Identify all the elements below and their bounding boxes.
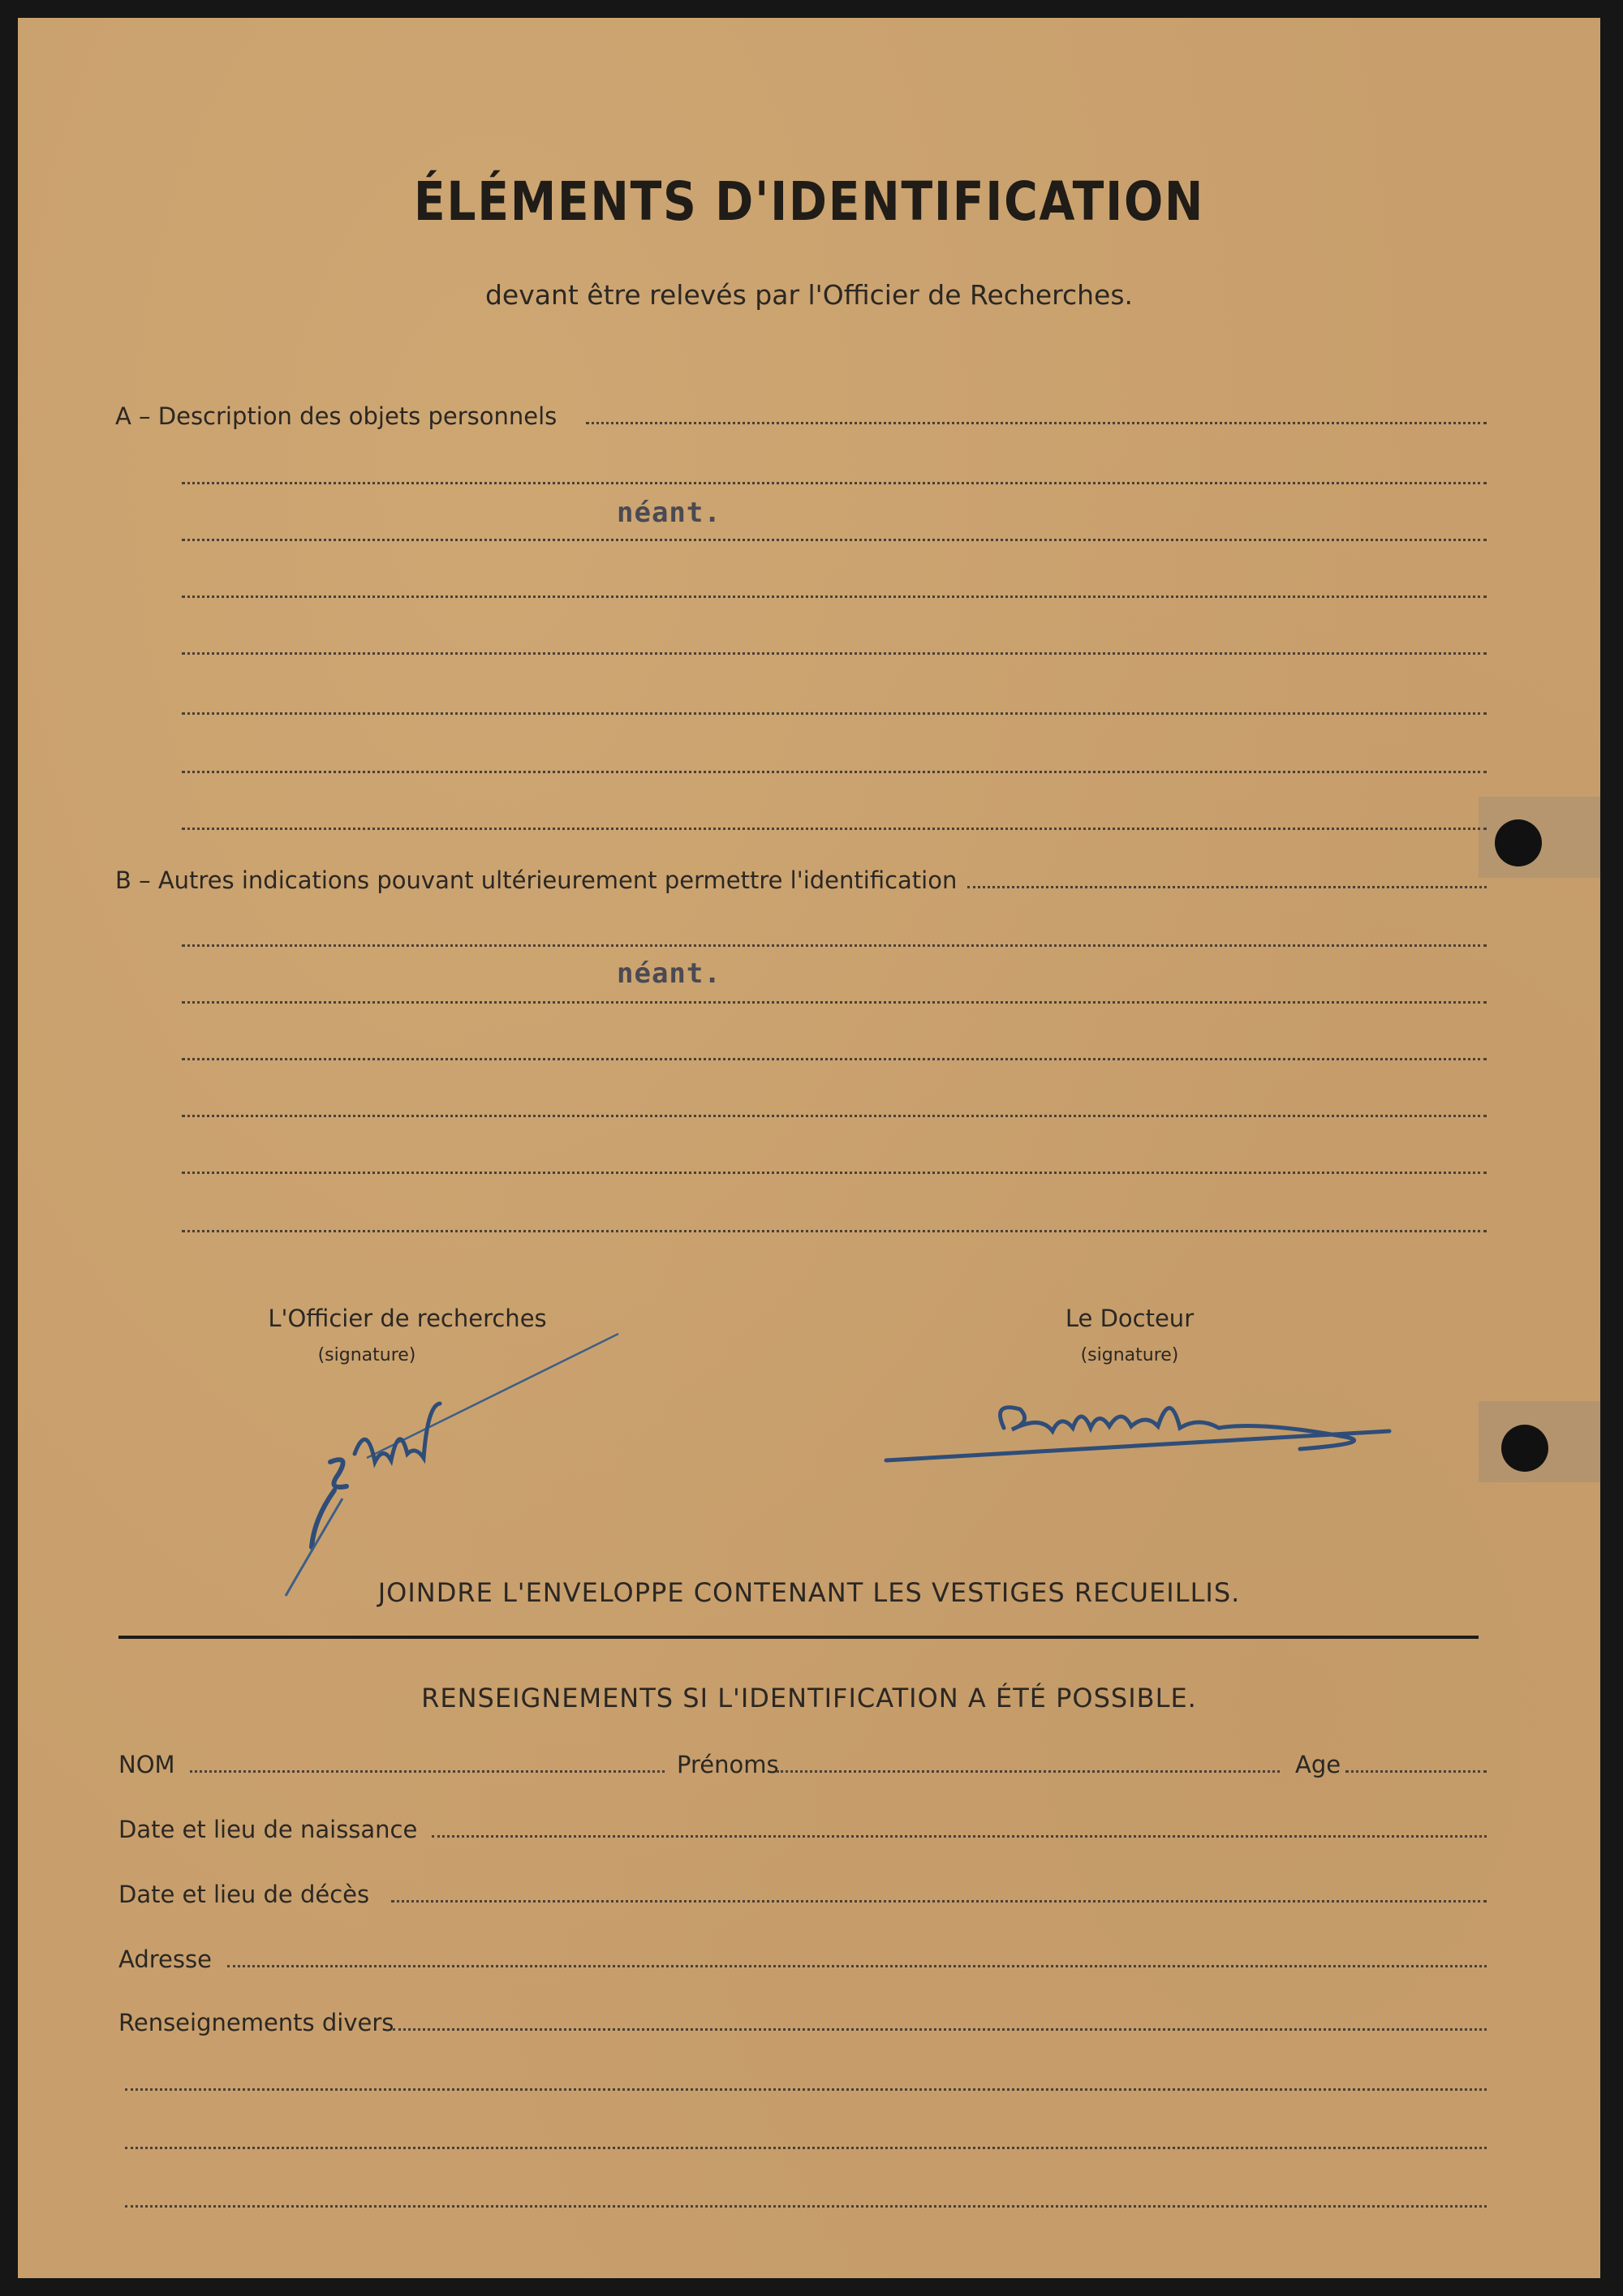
section-a-label: A – Description des objets personnels — [115, 402, 558, 430]
dotted-line — [182, 1172, 1487, 1174]
dotted-line — [182, 1230, 1487, 1232]
section-b-typed-entry: néant. — [617, 957, 721, 990]
punch-hole — [1495, 819, 1542, 866]
prenoms-label: Prénoms — [677, 1751, 779, 1778]
envelope-notice: JOINDRE L'ENVELOPPE CONTENANT LES VESTIGES RECUEILLIS. — [377, 1577, 1241, 1608]
dotted-line — [182, 482, 1487, 484]
death-label: Date et lieu de décès — [118, 1881, 370, 1908]
section-a-typed-entry: néant. — [617, 497, 721, 529]
form-title: ÉLÉMENTS D'IDENTIFICATION — [413, 170, 1205, 233]
age-label: Age — [1295, 1751, 1341, 1778]
death-field[interactable] — [391, 1900, 1487, 1903]
address-label: Adresse — [118, 1946, 212, 1973]
officer-signature-caption: (signature) — [317, 1345, 416, 1365]
birth-label: Date et lieu de naissance — [118, 1816, 418, 1843]
doctor-label: Le Docteur — [1065, 1305, 1195, 1332]
dotted-line — [182, 1058, 1487, 1060]
prenoms-field[interactable] — [777, 1770, 1280, 1773]
punch-hole — [1501, 1425, 1548, 1472]
identification-heading: RENSEIGNEMENTS SI L'IDENTIFICATION A ÉTÉ POSSIBLE. — [421, 1683, 1197, 1713]
form-subtitle: devant être relevés par l'Officier de Recherches. — [484, 279, 1134, 311]
dotted-line — [182, 595, 1487, 598]
birth-field[interactable] — [432, 1835, 1487, 1838]
doctor-signature-caption: (signature) — [1080, 1345, 1179, 1365]
misc-label: Renseignements divers — [118, 2009, 394, 2036]
dotted-line — [182, 652, 1487, 655]
doctor-signature — [878, 1365, 1397, 1494]
dotted-line — [182, 1115, 1487, 1117]
dotted-line — [182, 771, 1487, 773]
document-page — [18, 18, 1600, 2278]
dotted-line — [182, 1001, 1487, 1004]
section-b-label: B – Autres indications pouvant ultérieurement permettre l'identification — [115, 866, 958, 894]
section-divider — [118, 1636, 1479, 1639]
officer-label: L'Officier de recherches — [268, 1305, 547, 1332]
dotted-line — [182, 944, 1487, 947]
misc-field[interactable] — [125, 2205, 1487, 2208]
dotted-line — [967, 886, 1487, 888]
address-field[interactable] — [227, 1965, 1487, 1967]
nom-field[interactable] — [190, 1770, 665, 1773]
nom-label: NOM — [118, 1751, 175, 1778]
misc-field[interactable] — [393, 2028, 1487, 2031]
misc-field[interactable] — [125, 2088, 1487, 2091]
dotted-line — [182, 712, 1487, 715]
dotted-line — [586, 422, 1487, 424]
officer-signature — [253, 1324, 659, 1600]
dotted-line — [182, 539, 1487, 541]
dotted-line — [182, 828, 1487, 830]
misc-field[interactable] — [125, 2147, 1487, 2149]
age-field[interactable] — [1345, 1770, 1487, 1773]
